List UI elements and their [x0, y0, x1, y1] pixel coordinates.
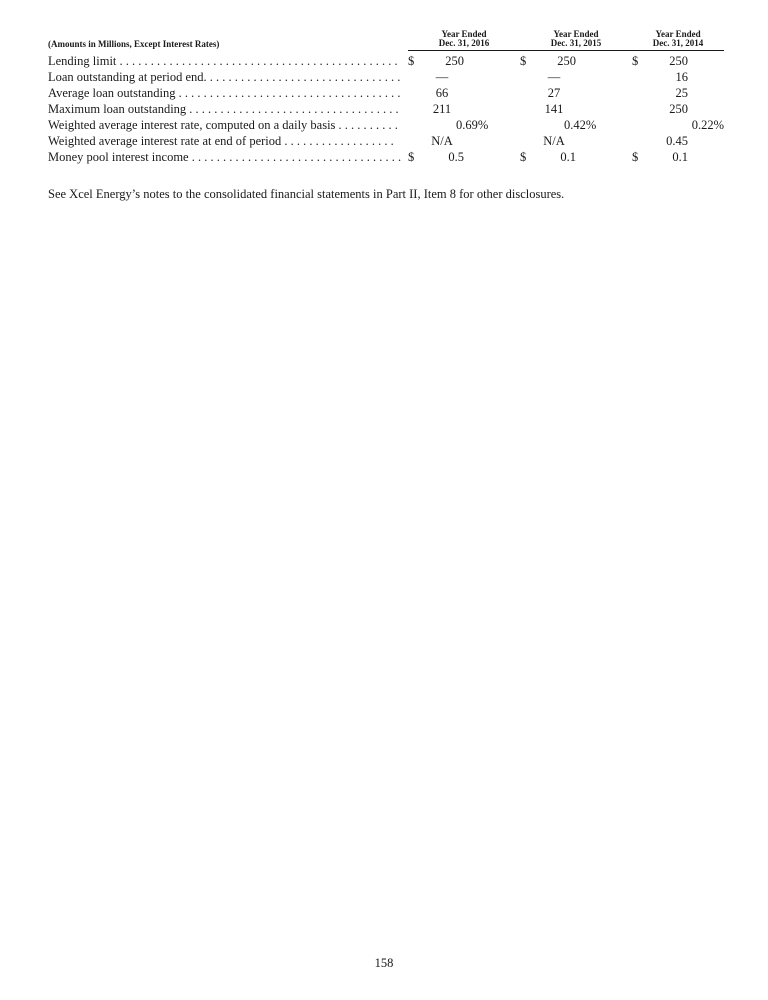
currency-symbol	[520, 101, 532, 117]
currency-symbol	[520, 117, 532, 133]
value-2015: N/A	[543, 134, 565, 148]
currency-symbol	[520, 133, 532, 149]
currency-symbol	[520, 85, 532, 101]
column-header-line2: Dec. 31, 2015	[550, 38, 602, 48]
currency-symbol: $	[408, 54, 415, 68]
value-2015: 0.42%	[564, 118, 597, 132]
value-2015: 0.1	[560, 150, 577, 164]
currency-symbol	[632, 117, 644, 133]
currency-symbol	[632, 133, 644, 149]
currency-symbol: $	[632, 150, 639, 164]
row-label: Average loan outstanding . . . . . . . . . . . . . . . . . . . . . . . . . . . . . . . . . . . .	[48, 86, 401, 100]
row-label: Weighted average interest rate at end of period . . . . . . . . . . . . . . . . . .	[48, 134, 394, 148]
column-header-line2: Dec. 31, 2014	[652, 38, 704, 48]
currency-symbol: $	[408, 150, 415, 164]
value-2014: 0.22%	[691, 118, 725, 132]
column-header-2015	[520, 30, 632, 51]
row-label: Weighted average interest rate, computed on a daily basis . . . . . . . . . .	[48, 118, 398, 132]
column-header-line2: Dec. 31, 2016	[438, 38, 490, 48]
table-header-row	[48, 30, 724, 51]
value-2014: 0.1	[672, 150, 689, 164]
stub-header: (Amounts in Millions, Except Interest Rates)	[48, 38, 220, 49]
currency-symbol	[408, 117, 420, 133]
row-label: Money pool interest income . . . . . . . . . . . . . . . . . . . . . . . . . . . . . . . . . .	[48, 150, 402, 164]
table-row-maximum-loan-outstanding	[48, 101, 724, 117]
table-row-weighted-avg-rate-period-end	[48, 133, 724, 149]
footnote: See Xcel Energy’s notes to the consolidated financial statements in Part II, Item 8 for other disclosures.	[48, 187, 565, 201]
currency-symbol	[408, 133, 420, 149]
value-2016: 0.5	[448, 150, 464, 164]
currency-symbol	[632, 101, 644, 117]
currency-symbol	[632, 85, 644, 101]
column-header-line1: Year Ended	[553, 29, 599, 39]
row-label: Loan outstanding at period end. . . . . . . . . . . . . . . . . . . . . . . . . . . . . . . .	[48, 70, 401, 84]
column-header-2016	[408, 30, 520, 51]
table-row-lending-limit	[48, 51, 724, 70]
value-2014: 250	[669, 54, 689, 68]
value-2014: 16	[675, 70, 689, 84]
value-2015: 141	[544, 102, 564, 116]
table-row-weighted-avg-rate-daily	[48, 117, 724, 133]
currency-symbol	[408, 85, 420, 101]
row-label: Lending limit . . . . . . . . . . . . . . . . . . . . . . . . . . . . . . . . . . . . . . . . . . . . .	[48, 54, 398, 68]
table-row-loan-outstanding-period-end	[48, 69, 724, 85]
currency-symbol	[408, 101, 420, 117]
value-2016: 211	[432, 102, 452, 116]
currency-symbol	[632, 69, 644, 85]
interest-rate-table	[48, 30, 724, 165]
value-2016: N/A	[431, 134, 453, 148]
page-number: 158	[374, 956, 394, 970]
value-2016: 66	[435, 86, 449, 100]
value-2016: —	[435, 70, 449, 84]
column-header-2014	[632, 30, 724, 51]
value-2016: 250	[445, 54, 464, 68]
column-header-line1: Year Ended	[655, 29, 701, 39]
table-row-money-pool-interest-income	[48, 149, 724, 165]
currency-symbol: $	[520, 54, 527, 68]
value-2016: 0.69%	[456, 118, 489, 132]
value-2014: 250	[669, 102, 689, 116]
currency-symbol: $	[520, 150, 527, 164]
value-2015: —	[547, 70, 561, 84]
row-label: Maximum loan outstanding . . . . . . . . . . . . . . . . . . . . . . . . . . . . . . . . . .	[48, 102, 399, 116]
currency-symbol	[520, 69, 532, 85]
value-2014: 25	[675, 86, 689, 100]
column-header-line1: Year Ended	[441, 29, 487, 39]
currency-symbol	[408, 69, 420, 85]
value-2014: 0.45	[666, 134, 689, 148]
value-2015: 250	[557, 54, 577, 68]
table-row-average-loan-outstanding	[48, 85, 724, 101]
currency-symbol: $	[632, 54, 639, 68]
value-2015: 27	[547, 86, 561, 100]
